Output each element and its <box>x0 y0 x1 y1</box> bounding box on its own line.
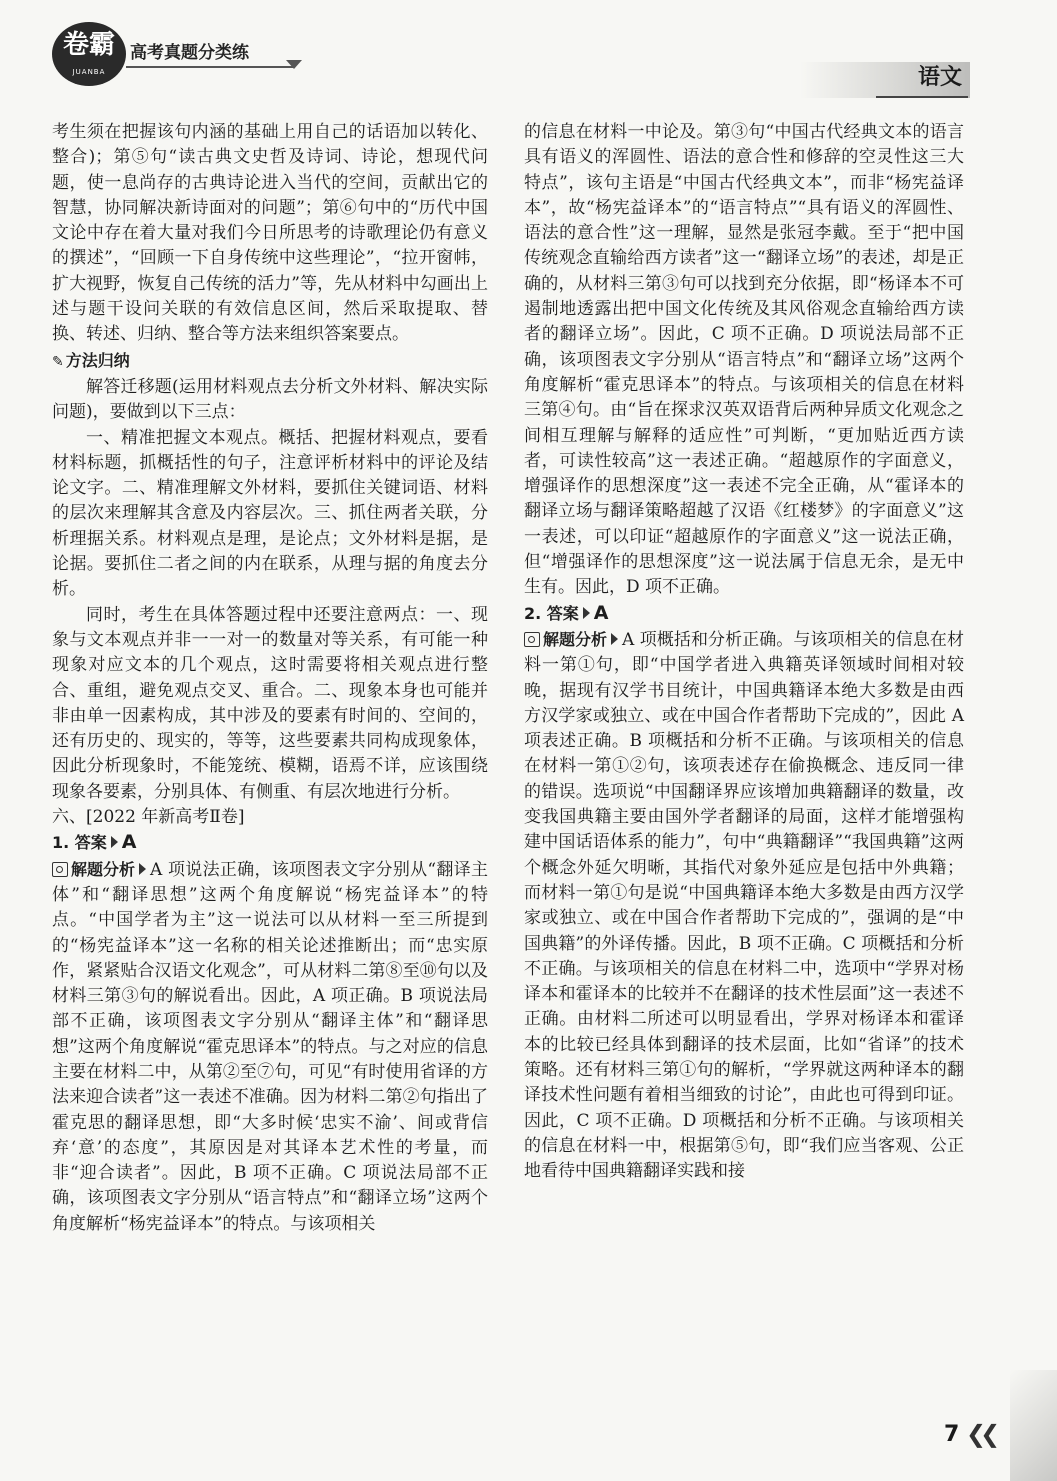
q2-analysis-label: 解题分析 <box>543 629 608 649</box>
brand-logo <box>52 22 126 86</box>
q2-answer-label: 2. 答案 <box>524 603 579 623</box>
series-triangle-icon <box>286 60 302 69</box>
right-paragraph-1: 的信息在材料一中论及。第③句“中国古代经典文本的语言具有语义的浑圆性、语法的意合性和修辞的空灵性这三大特点”，该句主语是“中国古代经典文本”，而非“杨宪益译本”，故“杨宪益译本”的“语言特点”“具有语义的浑圆性、语法的意合性”这一理解，显然是张冠李戴。至于“把中国传统观念直输给西方读者”这一“翻译立场”的表述，却是正确的，从材料三第③句可以找到充分依据，即“杨译本不可遏制地透露出把中国文化传统及其风俗观念直输给西方读者的翻译立场”。因此，C 项不正确。D 项说法局部不正确，该项图表文字分别从“语言特点”和“翻译立场”这两个角度解析“霍克思译本”的特点。与该项相关的信息在材料三第④句。由“旨在探求汉英双语背后两种异质文化观念之间相互理解与解释的适应性”可判断，“更加贴近西方读者，可读性较高”这一表述正确。“超越原作的字面意义，增强译作的思想深度”这一表述不完全正确，从“霍译本的翻译立场与翻译策略超越了汉语《红楼梦》的字面意义”这一表述，可以印证“超越原作的字面意义”这一说法正确，但“增强译作的思想深度”这一说法属于信息无余，是无中生有。因此，D 项不正确。 <box>524 122 964 598</box>
method-heading-label: 方法归纳 <box>65 350 130 370</box>
page-header <box>0 0 1057 118</box>
analysis-search-icon <box>52 862 68 877</box>
q2-analysis-text: A 项概括和分析正确。与该项相关的信息在材料一第①句，即“中国学者进入典籍英译领域时间相对较晚，据现有汉学书目统计，中国典籍译本绝大多数是由西方汉学家或独立、或在中国合作者帮助下完成的”，因此 A 项表述正确。B 项概括和分析不正确。与该项相关的信息在材料一第①②句，该项表述存在偷换概念、违反同一律的错误。选项说“中国翻译界应该增加典籍翻译的数量，改变我国典籍主要由国外学者翻译的局面，这样才能增强构建中国话语体系的能力”，句中“典籍翻译”“我国典籍”这两个概念外延欠明晰，其指代对象外延应是包括中外典籍；而材料一第①句是说“中国典籍译本绝大多数是由西方汉学家或独立、或在中国合作者帮助下完成的”，强调的是“中国典籍”的外译传播。因此，B 项不正确。C 项概括和分析不正确。与该项相关的信息在材料二中，选项中“学界对杨译本和霍译本的比较并不在翻译的技术性层面”这一表述不正确。由材料二所述可以明显看出，学界对杨译本和霍译本的比较已经具体到翻译的技术层面，比如“省译”的技术策略。还有材料三第①句的解析，“学界就这两种译本的翻译技术性问题有着相当细致的讨论”，由此也可得到印证。因此，C 项不正确。D 项概括和分析不正确。与该项相关的信息在材料一中，根据第⑤句，即“我们应当客观、公正地看待中国典籍翻译实践和接 <box>524 629 964 1182</box>
q1-analysis <box>52 857 488 1237</box>
q1-answer-label: 1. 答案 <box>52 833 107 853</box>
left-column <box>52 120 488 1237</box>
method-heading <box>52 348 488 375</box>
subject-underline <box>876 96 968 98</box>
page-corner-decoration <box>1010 1370 1057 1481</box>
pen-icon: ✎ <box>52 353 64 370</box>
page-number: 7 <box>944 1422 960 1447</box>
left-paragraph-1: 考生须在把握该句内涵的基础上用自己的话语加以转化、整合)；第⑤句“读古典文史哲及诗词、诗论，想现代问题，使一息尚存的古典诗论进入当代的空间，贡献出它的智慧，协同解决新诗面对的问题”；第⑥句中的“历代中国文论中存在着大量对我们今日所思考的诗歌理论仍有意义的撰述”，“回顾一下自身传统中这些理论”，“拉开窗帏，扩大视野，恢复自己传统的活力”等，先从材料中勾画出上述与题干设问关联的有效信息区间，然后采取提取、替换、转述、归纳、整合等方法来组织答案要点。 <box>52 122 488 345</box>
subject-title: 语文 <box>918 65 963 90</box>
left-paragraph-4: 同时，考生在具体答题过程中还要注意两点：一、现象与文本观点并非一一对一的数量对等关系，有可能一种现象对应文本的几个观点，这时需要将相关观点进行整合、重组，避免观点交叉、重合。二、现象本身也可能并非由单一因素构成，其中涉及的要素有时间的、空间的，还有历史的、现实的，等等，这些要素共同构成现象体，因此分析现象时，不能笼统、模糊，语焉不详，应该围绕现象各要素，分别具体、有侧重、有层次地进行分析。 <box>52 604 488 802</box>
q1-answer-line <box>52 830 488 856</box>
arrow-right-icon <box>611 633 618 645</box>
section-title: 六、[2022 年新高考Ⅱ卷] <box>52 807 245 828</box>
q2-answer-value: A <box>593 601 609 624</box>
analysis-search-icon <box>524 632 540 647</box>
q1-answer-value: A <box>121 831 137 854</box>
logo-subtext: JUANBA <box>72 68 106 76</box>
series-title: 高考真题分类练 <box>130 43 249 63</box>
q1-analysis-text: A 项说法正确，该项图表文字分别从“翻译主体”和“翻译思想”这两个角度解说“杨宪益译本”的特点。“中国学者为主”这一说法可以从材料一至三所提到的“杨宪益译本”这一名称的相关论述推断出；而“忠实原作，紧紧贴合汉语文化观念”，可从材料二第⑧至⑩句以及材料三第③句的解说看出。因此，A 项正确。B 项说法局部不正确，该项图表文字分别从“翻译主体”和“翻译思想”这两个角度解说“霍克思译本”的特点。与之对应的信息主要在材料二中，从第②至⑦句，可见“有时使用省译的方法来迎合读者”这一表述不准确。因为材料二第②句指出了霍克思的翻译思想，即“大多时候‘忠实不渝’、间或背信弃‘意’的态度”，其原因是对其译本艺术性的考量，而非“迎合读者”。因此，B 项不正确。C 项说法局部不正确，该项图表文字分别从“语言特点”和“翻译立场”这两个角度解析“杨宪益译本”的特点。与该项相关 <box>52 859 488 1234</box>
logo-text: 卷霸 <box>62 30 115 60</box>
left-paragraph-3: 一、精准把握文本观点。概括、把握材料观点，要看材料标题，抓概括性的句子，注意评析材料中的评论及结论文字。二、精准理解文外材料，要抓住关键词语、材料的层次来理解其含意及内容层次。三、抓住两者关联，分析理据关系。材料观点是理，是论点；文外材料是据，是论据。要抓住二者之间的内在联系，从理与据的角度去分析。 <box>52 427 488 600</box>
double-chevron-left-icon: ❮❮ <box>966 1420 995 1448</box>
q2-analysis <box>524 627 964 1185</box>
arrow-right-icon <box>583 607 590 619</box>
series-underline <box>126 66 294 68</box>
arrow-right-icon <box>139 863 146 875</box>
q2-answer-line <box>524 601 964 627</box>
left-paragraph-2: 解答迁移题(运用材料观点去分析文外材料、解决实际问题)，要做到以下三点： <box>52 376 488 423</box>
arrow-right-icon <box>111 836 118 848</box>
q1-analysis-label: 解题分析 <box>71 859 136 879</box>
right-column <box>524 120 964 1184</box>
